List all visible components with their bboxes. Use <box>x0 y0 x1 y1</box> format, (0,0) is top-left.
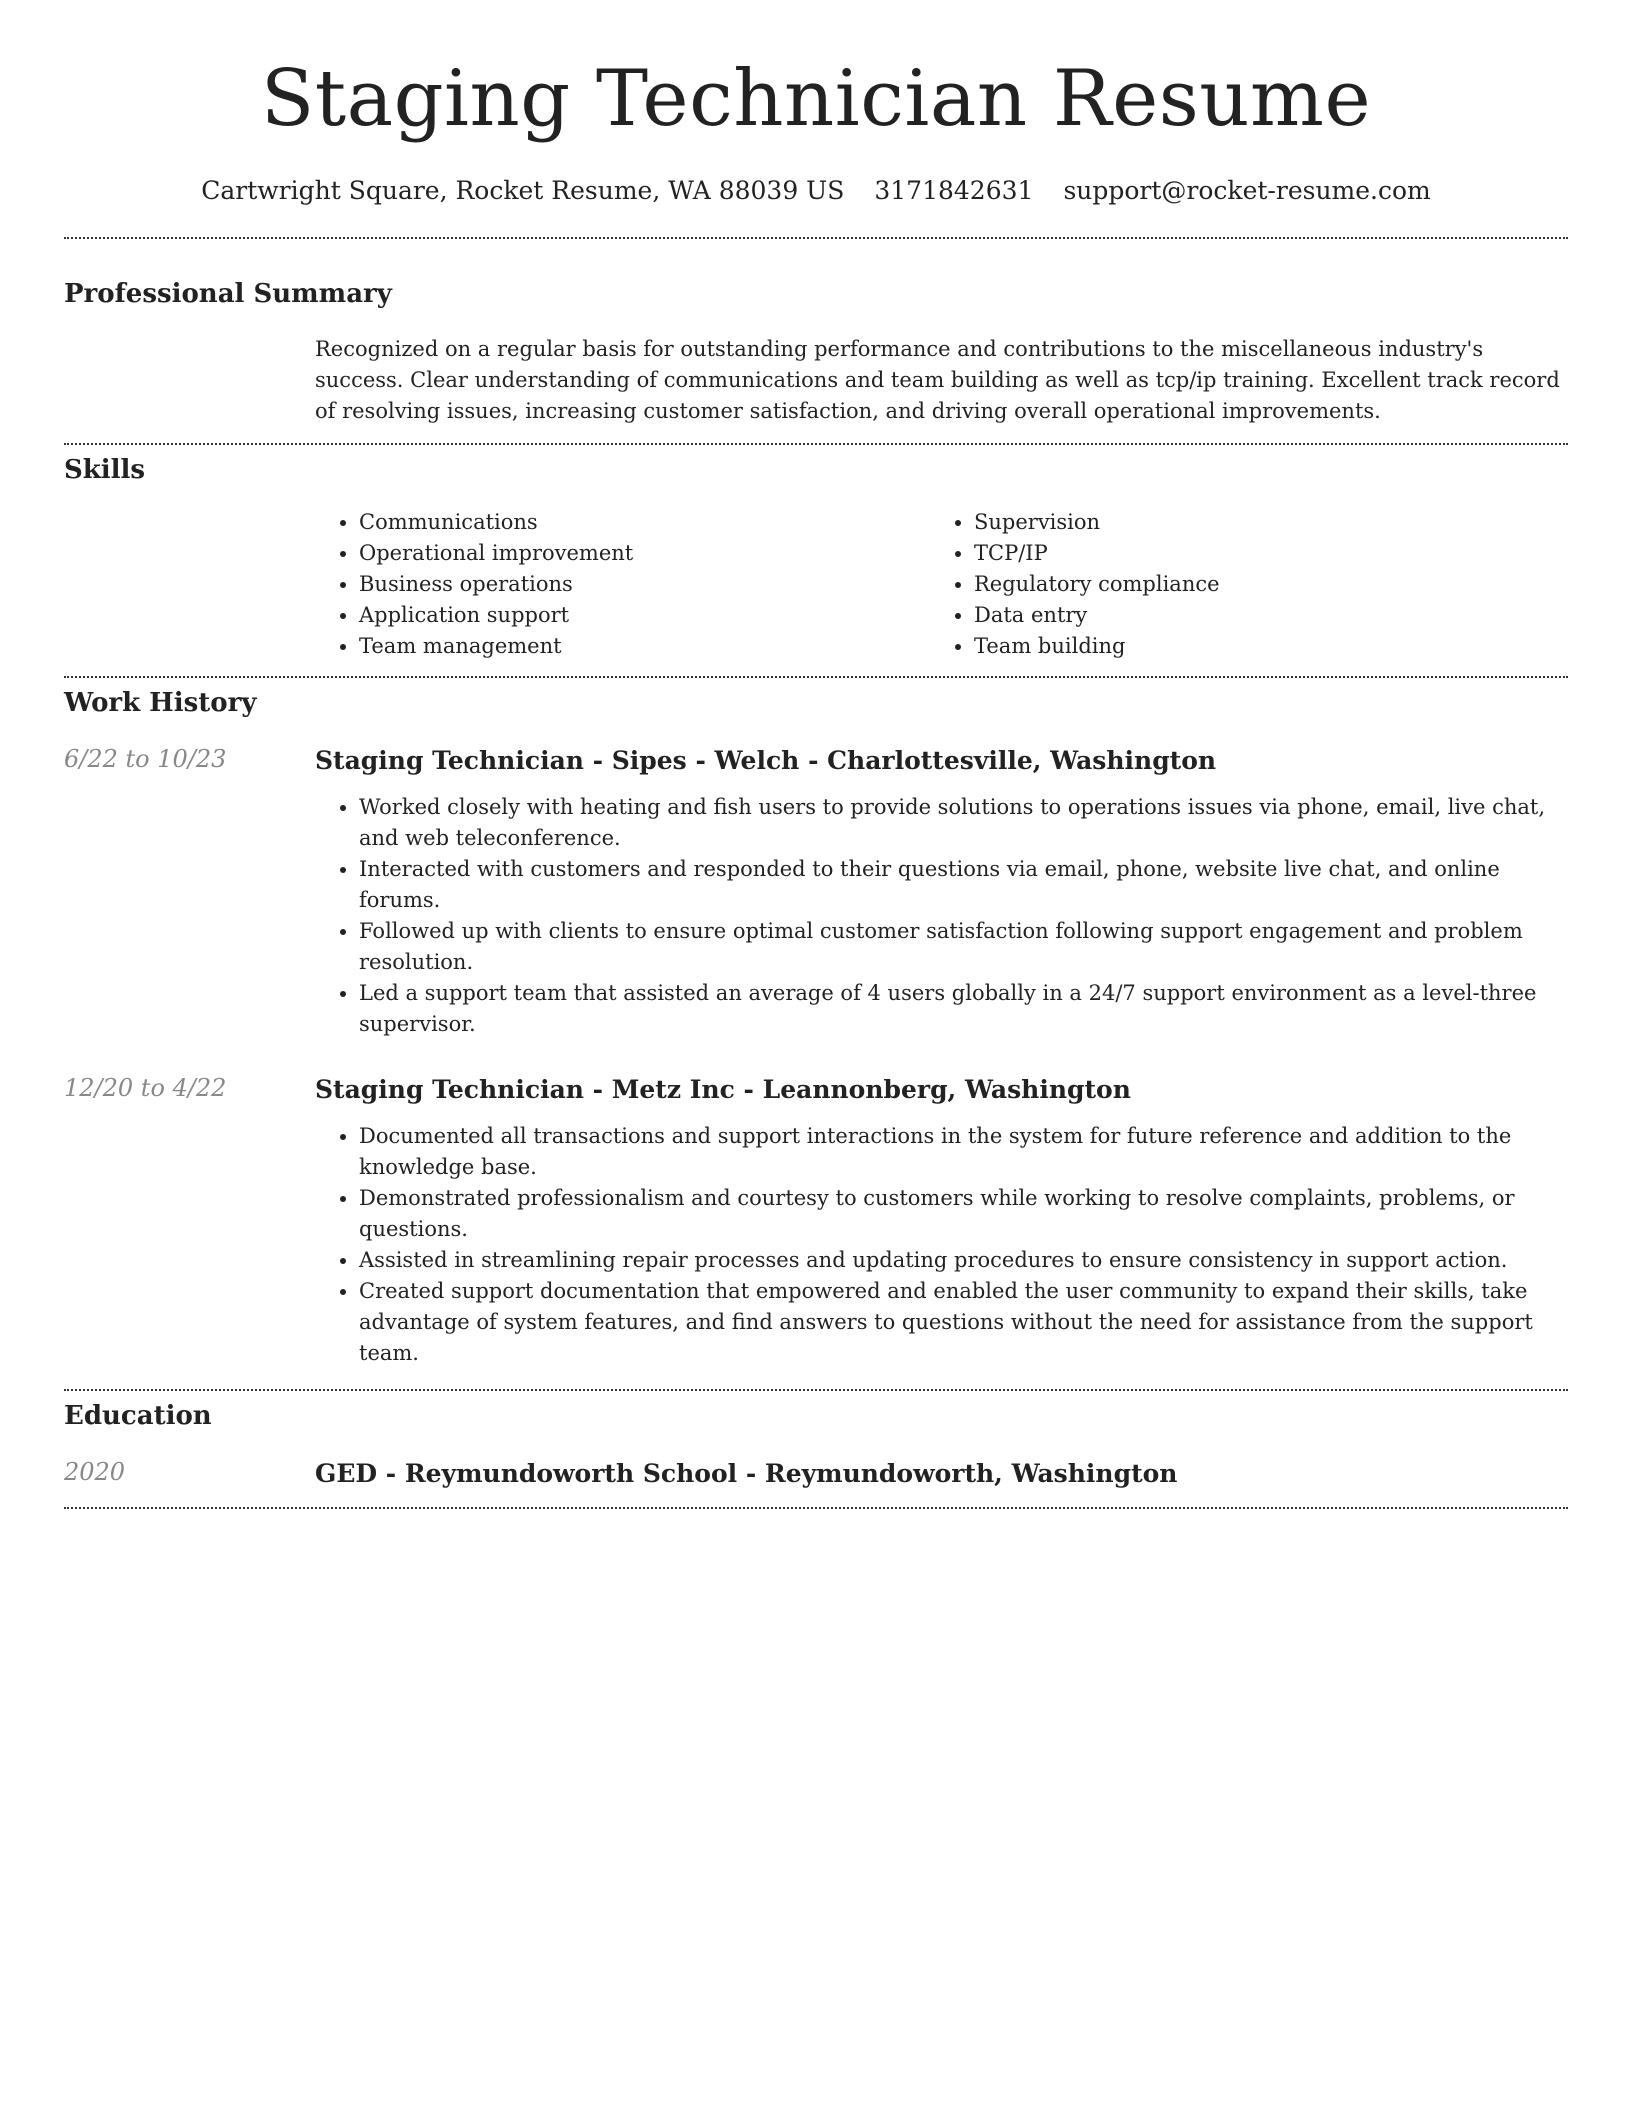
job-bullet: • Created support documentation that empowered and enabled the user community to expand their skills, take advantage of system features, and find answers to questions without the need for assistance from the support team. <box>359 1276 1568 1369</box>
skill-item: • Supervision <box>974 507 1220 538</box>
job-bullet: • Documented all transactions and support interactions in the system for future reference and addition to the knowledge base. <box>359 1121 1568 1183</box>
education-date: 2020 <box>64 1458 126 1486</box>
skill-item: • Team building <box>974 631 1220 662</box>
job-date: 12/20 to 4/22 <box>64 1074 227 1102</box>
job-entry <box>64 745 1568 1040</box>
work-section <box>64 678 1568 1369</box>
contact-email[interactable]: support@rocket-resume.com <box>1063 176 1431 205</box>
job-bullet: • Worked closely with heating and fish users to provide solutions to operations issues via phone, email, live chat, and web teleconference. <box>359 792 1568 854</box>
resume-page <box>64 0 1568 1509</box>
section-title-skills: Skills <box>64 455 146 485</box>
skill-item: • Application support <box>359 600 930 631</box>
skill-item: • Regulatory compliance <box>974 569 1220 600</box>
skills-list-right <box>930 507 1220 662</box>
skills-list-left <box>315 507 930 662</box>
section-title-education: Education <box>64 1401 212 1431</box>
skill-item: • Operational improvement <box>359 538 930 569</box>
job-title: Staging Technician - Metz Inc - Leannonberg, Washington <box>315 1075 1131 1104</box>
skill-item: • Communications <box>359 507 930 538</box>
job-bullet: • Interacted with customers and responded to their questions via email, phone, website live chat, and online forums. <box>359 854 1568 916</box>
job-bullet: • Followed up with clients to ensure optimal customer satisfaction following support engagement and problem resolution. <box>359 916 1568 978</box>
skill-item: • Team management <box>359 631 930 662</box>
skill-item: • Data entry <box>974 600 1220 631</box>
contact-phone: 3171842631 <box>874 176 1034 205</box>
education-section <box>64 1391 1568 1489</box>
contact-line <box>64 176 1568 205</box>
job-bullets <box>315 1121 1568 1369</box>
resume-title: Staging Technician Resume <box>260 54 1372 144</box>
job-bullet: • Led a support team that assisted an average of 4 users globally in a 24/7 support environment as a level-three supervisor. <box>359 978 1568 1040</box>
skill-item: • Business operations <box>359 569 930 600</box>
section-title-work: Work History <box>64 688 257 718</box>
job-bullet: • Demonstrated professionalism and courtesy to customers while working to resolve complaints, problems, or questions. <box>359 1183 1568 1245</box>
education-line: GED - Reymundoworth School - Reymundoworth, Washington <box>315 1459 1178 1488</box>
contact-address: Cartwright Square, Rocket Resume, WA 88039 US <box>201 176 845 205</box>
section-title-summary: Professional Summary <box>64 279 392 309</box>
summary-section <box>64 239 1568 427</box>
job-date: 6/22 to 10/23 <box>64 745 227 773</box>
job-title: Staging Technician - Sipes - Welch - Charlottesville, Washington <box>315 746 1217 775</box>
job-entry <box>64 1074 1568 1369</box>
skills-section <box>64 445 1568 662</box>
skill-item: • TCP/IP <box>974 538 1220 569</box>
divider <box>64 1507 1568 1509</box>
job-bullets <box>315 792 1568 1040</box>
summary-text: Recognized on a regular basis for outstanding performance and contributions to the miscellaneous industry's success. Clear understanding of communications and team building as well as tcp/ip training. Excellent track record of resolving issues, increasing customer satisfaction, and driving overall operational improvements. <box>315 337 1560 423</box>
education-entry <box>64 1458 1568 1489</box>
job-bullet: • Assisted in streamlining repair processes and updating procedures to ensure consistency in support action. <box>359 1245 1568 1276</box>
